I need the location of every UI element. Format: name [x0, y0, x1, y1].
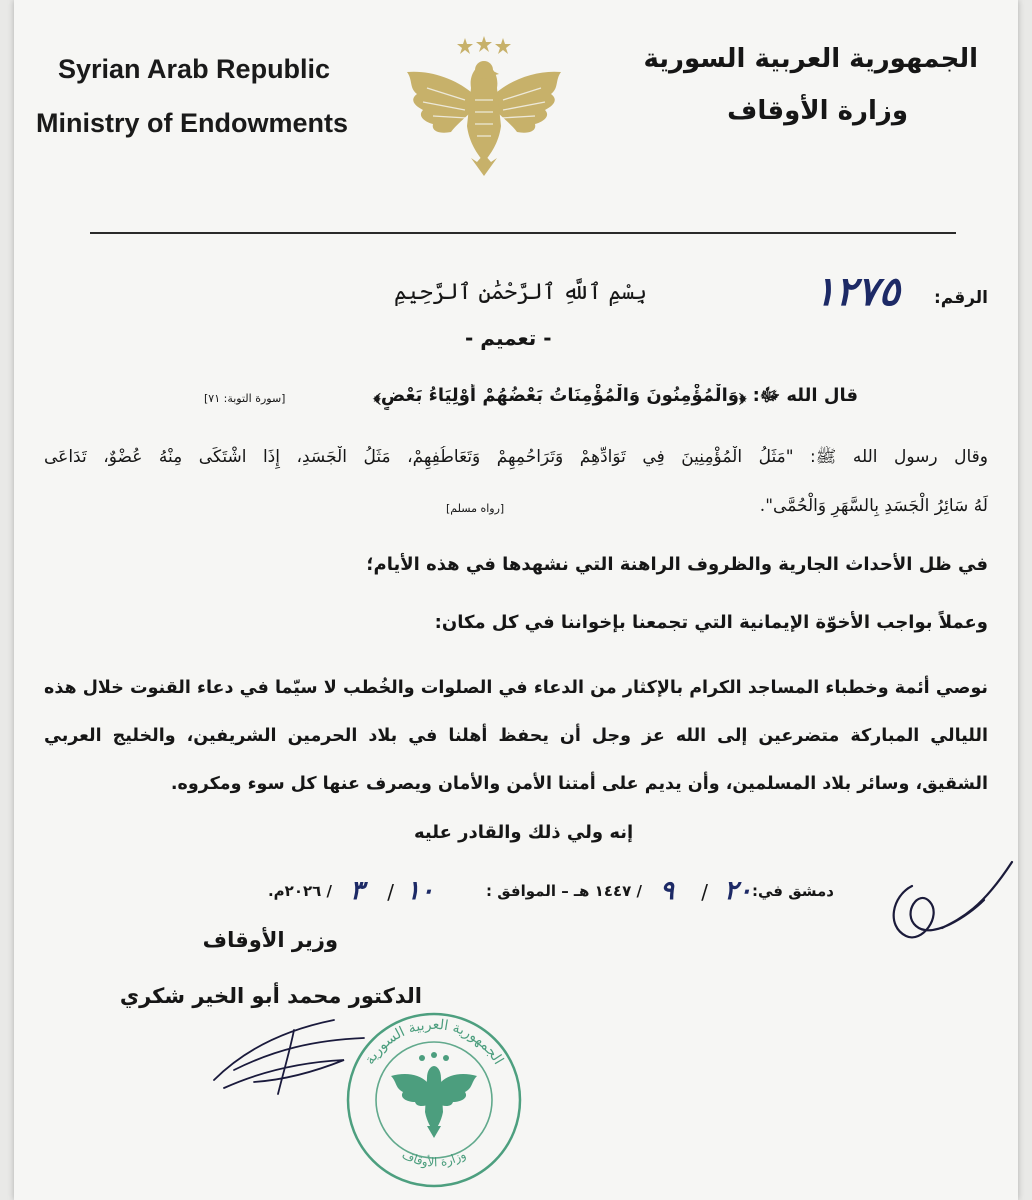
signature-name: الدكتور محمد أبو الخير شكري — [119, 984, 422, 1008]
date-greg-year: / ٢٠٢٦م. — [267, 882, 332, 900]
document-page — [14, 0, 1018, 1200]
reference-label: الرقم: — [933, 288, 988, 308]
hadith-source: [رواه مسلم] — [446, 502, 505, 515]
header-en-ministry: Ministry of Endowments — [36, 108, 349, 138]
document-heading: - تعميم - — [465, 326, 552, 350]
date-hijri-year: / ١٤٤٧ هـ – الموافق : — [486, 882, 642, 900]
quran-source: [سورة التوبة: ٧١] — [204, 392, 286, 405]
reference-number: ١٢٧٥ — [814, 268, 900, 315]
header-ar-ministry: وزارة الأوقاف — [727, 96, 908, 126]
eagle-emblem-icon — [399, 30, 569, 180]
handwritten-signature-icon — [872, 856, 1018, 966]
official-stamp-icon — [339, 1008, 529, 1188]
date-prefix: دمشق في: — [752, 882, 834, 900]
date-hijri-month: ٩ — [660, 876, 674, 906]
date-greg-day: ١٠ — [406, 876, 434, 906]
hadith-line-2: لَهُ سَائِرُ الْجَسَدِ بِالسَّهَرِ وَالْحُمَّى". — [759, 496, 988, 516]
paragraph-2: وعملاً بواجب الأخوّة الإيمانية التي تجمعنا بإخواننا في كل مكان: — [434, 612, 988, 633]
quran-verse: قال الله ﷻ: ﴿وَالْمُؤْمِنُونَ وَالْمُؤْمِنَاتُ بَعْضُهُمْ أَوْلِيَاءُ بَعْضٍ﴾ — [373, 385, 858, 406]
paragraph-1: في ظل الأحداث الجارية والظروف الراهنة التي نشهدها في هذه الأيام؛ — [366, 554, 988, 575]
header-en-country: Syrian Arab Republic — [58, 54, 331, 84]
stamp-ring-text: الجمهورية العربية السورية — [361, 1016, 507, 1068]
hadith-line-1: وقال رسول الله ﷺ: "مَثَلُ الْمُؤْمِنِينَ فِي تَوَادِّهِمْ وَتَرَاحُمِهِمْ وَتَعَاطُفِهِمْ، مَثَلُ الْجَسَدِ، إِذَا اشْتَكَى مِنْهُ عُضْوٌ، تَدَاعَى — [44, 447, 988, 467]
date-line — [234, 872, 834, 918]
date-sep-2: / — [387, 880, 394, 904]
header-divider — [90, 232, 956, 234]
date-greg-month: ٣ — [350, 876, 364, 906]
basmala: بِسْمِ ٱللَّهِ ٱلرَّحْمَٰنِ ٱلرَّحِيمِ — [394, 280, 648, 305]
header-ar-country: الجمهورية العربية السورية — [643, 44, 978, 74]
date-sep-1: / — [701, 880, 708, 904]
stamp-bottom-text: وزارة الأوقاف — [399, 1147, 469, 1170]
date-hijri-day: ٢٠ — [724, 876, 752, 906]
signature-title: وزير الأوقاف — [202, 928, 338, 952]
closing-line: إنه ولي ذلك والقادر عليه — [414, 822, 634, 843]
paragraph-3: نوصي أئمة وخطباء المساجد الكرام بالإكثار من الدعاء في الصلوات والخُطب لا سيّما في دعاء القنوت خلال هذه الليالي المباركة متضرعين إلى الله عز وجل أن يحفظ أهلنا في بلاد الحرمين الشريفين، والخليج العربي الشقيق، وسائر بلاد المسلمين، وأن يديم على أمتنا الأمن والأمان ويصرف عنها كل سوء ومكروه. — [44, 678, 988, 794]
